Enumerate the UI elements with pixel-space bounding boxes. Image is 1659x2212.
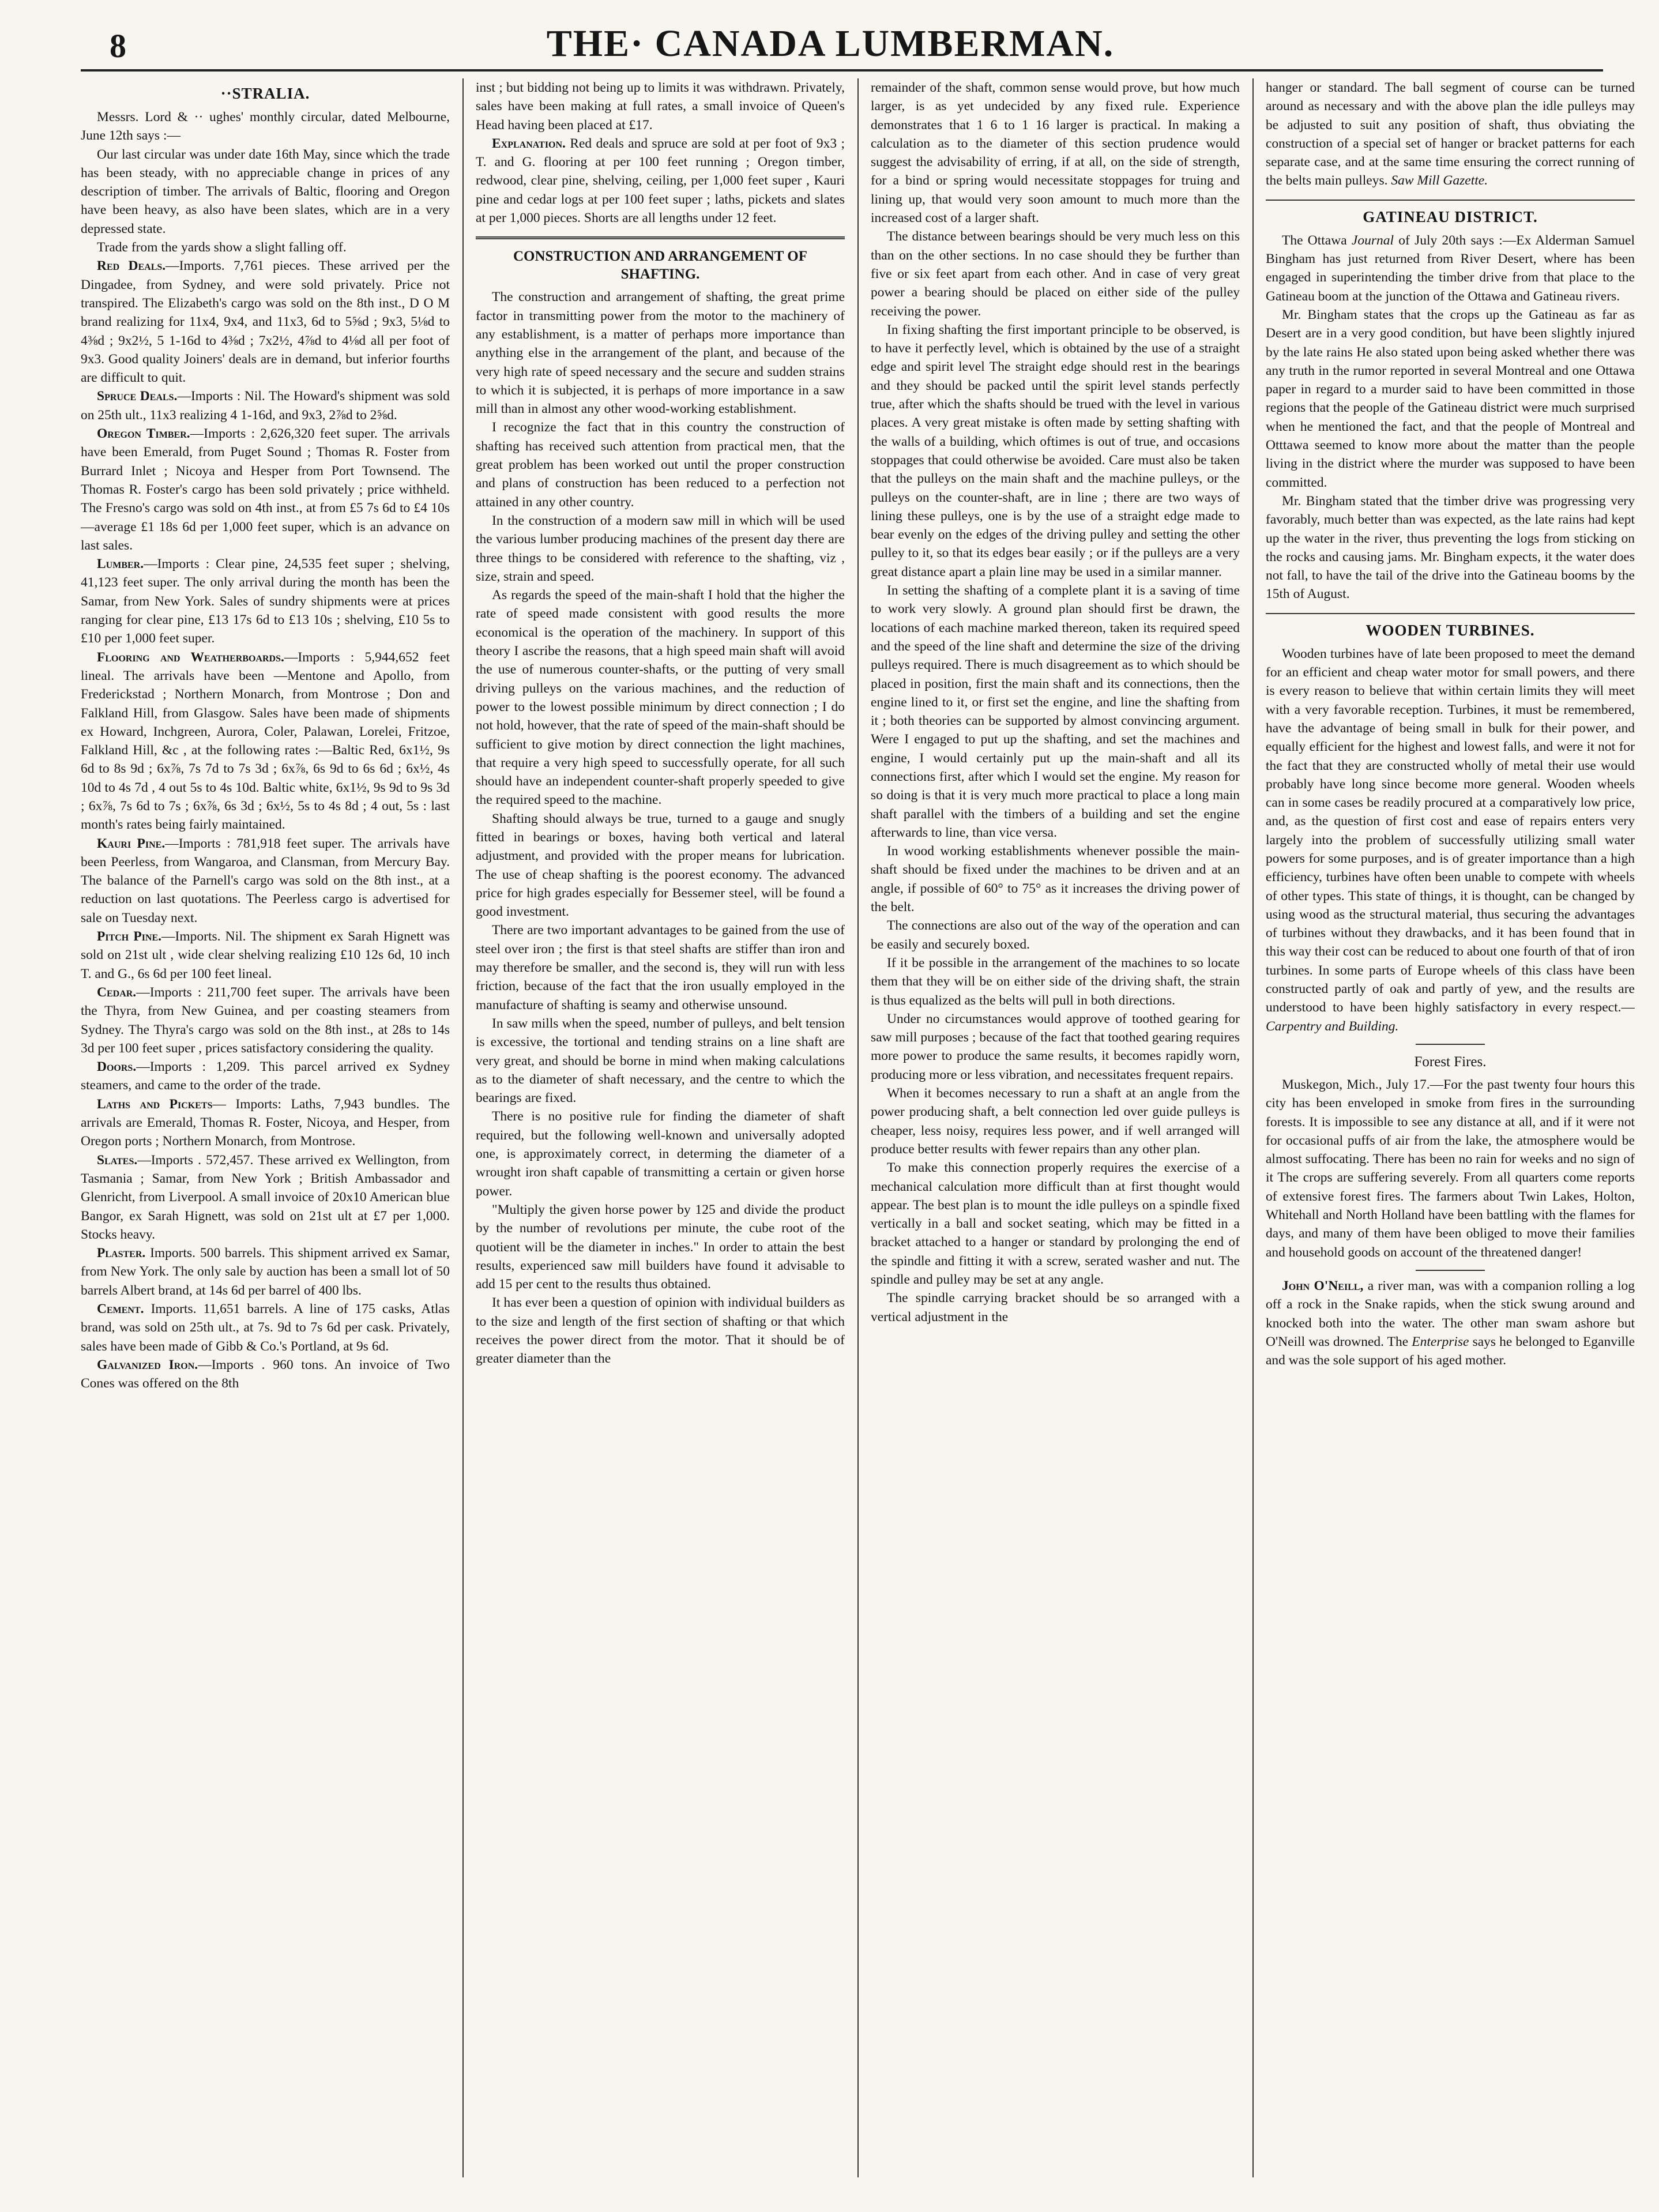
paragraph: Mr. Bingham states that the crops up the Gatineau as far as Desert are in a very good condition, but have been slightly injured by the late rains He also stated upon being asked whether there was any truth in the rumor reported in several Montreal and one Ottawa paper in regard to a murder said to have been committed in those regions that the people of the Gatineau district were much surprised when he mentioned the fact, and that the people of Montreal and Otttawa seemed to know more about the matter than the people living in the district where the murder was supposed to have been committed.: [1266, 307, 1635, 490]
paragraph: [476, 134, 845, 227]
paragraph: Under no circumstances would approve of toothed gearing for saw mill purposes ; because of the fact that toothed gearing requires more power to produce the same results, it becomes rapidly worn, producing more or less vibration, and necessitates frequent repairs.: [871, 1011, 1240, 1082]
section-separator: [1266, 200, 1635, 201]
item-label: Red Deals.: [97, 258, 166, 274]
item-label: Lumber.: [97, 556, 144, 572]
paragraph: In setting the shafting of a complete plant it is a saving of time to work very slowly. A ground plan should first be drawn, the locations of each machine marked thereon, taken its required speed and the speed of the line shaft and determine the size of the driving pulleys required. There is much disagreement as to which should be placed in position, first the main shaft and its connections, then the engine lined to it, or first set the engine, and line the shafting from it ; both theories can be supported by almost convincing argument. Were I engaged to put up the shafting, and set the machines and engine, I would certainly put up the main-shaft and all its connections first, after which I would set the engine. My reason for so doing is that it is very much more practical to place a long main shaft parallel with the timbers of a building and set the engine afterwards to line, than vice versa.: [871, 583, 1240, 840]
section-separator: [1266, 613, 1635, 614]
paragraph: [81, 983, 450, 1058]
item-text: Imports. 500 barrels. This shipment arrived ex Samar, from New York. The only sale by auction has been a small lot of 50 barrels Albert brand, at 14s 6d per barrel of 400 lbs.: [81, 1246, 450, 1298]
source-credit: Carpentry and Building.: [1266, 1018, 1399, 1034]
item-label: Spruce Deals.: [97, 389, 178, 404]
paragraph: [81, 424, 450, 555]
item-text: —Imports : Nil. The Howard's shipment was sold on 25th ult., 11x3 realizing 4 1-16d, and 9x3, 2⅞d to 2⅝d.: [81, 389, 450, 423]
paragraph: I recognize the fact that in this country the construction of shafting has received such attention from practical men, that the great problem has been worked out until the proper construction and plans of construction has been reduced to a perfection not attained in any other country.: [476, 420, 845, 510]
paragraph: As regards the speed of the main-shaft I hold that the higher the rate of speed made consistent with good results the more economical is the operation of the machinery. In support of this theory I ascribe the reasons, that a high speed main shaft will avoid the use of numerous counter-shafts, or the putting of very small driving pulleys on the various machines, and the reduction of power to the lowest possible minimum by direct connection ; I do not hold, however, that the rate of speed of the main-shaft should be sufficient to give motion by direct connection the light machines, that require a very high speed to successfully operate, for all such should have an independent counter-shaft properly speeded to give the required speed to the machine.: [476, 588, 845, 808]
item-text: —Imports . 960 tons. An invoice of Two Cones was offered on the 8th: [81, 1357, 450, 1391]
paragraph: In wood working establishments whenever possible the main-shaft should be fixed under the machines to be driven and at an angle, if possible of 60° to 75° as it increases the driving power of the belt.: [871, 844, 1240, 915]
paragraph: In the construction of a modern saw mill in which will be used the various lumber producing machines of the present day there are three things to be considered with reference to the shafting, viz , size, strain and speed.: [476, 513, 845, 584]
item-text: Imports. 11,651 barrels. A line of 175 casks, Atlas brand, was sold on 25th ult., at 7s. 9d to 7s 6d per cask. Privately, sales have been made of Gibb & Co.'s Portland, at 9s 6d.: [81, 1301, 450, 1354]
newspaper-page: [23, 14, 1638, 2205]
column-divider: [1252, 78, 1254, 2177]
masthead-title: THE· CANADA LUMBERMAN.: [546, 22, 1115, 65]
paragraph: Shafting should always be true, turned to a gauge and snugly fitted in bearings or boxes, having both vertical and lateral adjustment, and provided with the proper means for lubrication. The use of cheap shafting is the poorest economy. The advanced price for high grades especially for Bessemer steel, will be found a good investment.: [476, 811, 845, 920]
item-label: Explanation.: [492, 136, 566, 151]
paragraph: [81, 1300, 450, 1356]
article-heading-turbines: WOODEN TURBINES.: [1365, 621, 1535, 639]
column-4: [1266, 78, 1635, 2177]
publication-name: Enterprise: [1412, 1334, 1469, 1349]
paragraph: [81, 927, 450, 983]
paragraph: In saw mills when the speed, number of pulleys, and belt tension is excessive, the tortional and tending strains on a line shaft are very great, and should be borne in mind when making calculations as to the diameter of shaft necessary, and the centre to which the bearings are fixed.: [476, 1015, 845, 1106]
paragraph: In fixing shafting the first important principle to be observed, is to have it perfectly level, which is obtained by the use of a straight edge and spirit level The straight edge should rest in the bearings and they should be packed until the spirit level stands perfectly true, after which the shafts should be trued with the level in various places. A very great mistake is often made by setting shafting with the walls of a building, which oftimes is out of true, and occasions stoppages that could otherwise be avoided. Care must also be taken that the pulleys on the main shaft and the machine pulleys, or the pulleys on the counter-shaft, are in line ; there are two ways of lining these pulleys, one is by the use of a straight edge made to bear evenly on the edges of the driving pulley and setting the other pulley to it, so that its edges bear easily ; or if the pulleys are a very great distance apart a plain line may be used in a similar manner.: [871, 322, 1240, 580]
paragraph: inst ; but bidding not being up to limits it was withdrawn. Privately, sales have been making at full rates, a small invoice of Queen's Head having been placed at £17.: [476, 80, 845, 133]
item-text: —Imports : 2,626,320 feet super. The arrivals have been Emerald, from Puget Sound ; Thomas R. Foster from Burrard Inlet ; Nicoya and Hesper from Port Townsend. The Thomas R. Foster's cargo has been sold privately ; price withheld. The Fresno's cargo was sold on 4th inst., at from £5 7s 6d to £4 10s—average £1 18s 6d per 1,000 feet super, which is an advance on last sales.: [81, 426, 450, 553]
paragraph: To make this connection properly requires the exercise of a mechanical calculation more difficult than at first thought would appear. The best plan is to mount the idle pulleys on a spindle fixed vertically in a ball and socket seating, which may be fitted in a bracket attached to a hanger or standard by prolonging the end of the spindle and fitting it with a screw, serated washer and nut. The spindle and pulley may be set at any angle.: [871, 1160, 1240, 1287]
paragraph: [81, 1095, 450, 1151]
item-label: Cement.: [97, 1301, 144, 1316]
paragraph: The construction and arrangement of shafting, the great prime factor in transmitting power from the motor to the machinery of any establishment, is a matter of perhaps more importance than anything else in the arrangement of the plant, and because of the very high rate of speed necessary and the secure and sudden strains to which it is subjected, it is perhaps of more importance in a saw mill than in almost any other wood-working establishment.: [476, 289, 845, 417]
paragraph: Trade from the yards show a slight falling off.: [97, 240, 347, 255]
column-divider: [462, 78, 464, 2177]
item-label: Plaster.: [97, 1246, 146, 1261]
publication-name: Journal: [1351, 232, 1394, 248]
item-text: The Ottawa: [1282, 232, 1347, 248]
article-heading-gatineau: GATINEAU DISTRICT.: [1363, 208, 1538, 225]
page-number: 8: [110, 27, 126, 65]
item-text: —Imports : Clear pine, 24,535 feet super ; shelving, 41,123 feet super. The only arrival during the month has been the Samar, from New York. Sales of sundry shipments were at prices ranging for clear pine, £13 17s 6d to £13 10s ; shelving, £10 5s to £10 per 1,000 feet super.: [81, 556, 450, 646]
paragraph: "Multiply the given horse power by 125 and divide the product by the number of revolutions per minute, the cube root of the quotient will be the diameter in inches." In order to attain the best results, experienced saw mill builders have found it advisable to add 15 per cent to the results thus obtained.: [476, 1202, 845, 1292]
paragraph: [81, 555, 450, 648]
column-1: [81, 78, 450, 2177]
paragraph: [81, 1058, 450, 1095]
item-text: —Imports . 572,457. These arrived ex Wellington, from Tasmania ; Samar, from New York ; British Ambassador and Glenricht, from Liverpool. A small invoice of 20x10 American blue Bangor, ex Sarah Hignett, was sold on 21st ult at £7 per 1,000. Stocks heavy.: [81, 1152, 450, 1242]
item-text: of July 20th says :—Ex Alderman Samuel Bingham has just returned from River Desert, where has been engaged in superintending the timber drive from that place to the Gatineau boom at the junction of the Ottawa and Gatineau rivers.: [1266, 232, 1635, 304]
section-separator: [476, 236, 845, 239]
page-header: [23, 14, 1638, 67]
paragraph: [81, 1244, 450, 1300]
item-text: —Imports : 211,700 feet super. The arrivals have been the Thyra, from New Guinea, and per coasting steamers from Sydney. The Thyra's cargo was sold on the 8th inst., at 28s to 14s 3d per 100 feet super , prices satisfactory considering the quality.: [81, 984, 450, 1056]
column-divider: [857, 78, 859, 2177]
article-heading-australia: ··STRALIA.: [220, 85, 310, 102]
item-label: Pitch Pine.: [97, 929, 162, 945]
paragraph: [1266, 1277, 1635, 1370]
item-label: Flooring and Weatherboards.: [97, 649, 284, 665]
item-label: Oregon Timber.: [97, 426, 190, 442]
paragraph: If it be possible in the arrangement of the machines to so locate them that they will be on either side of the driving shaft, the strain is thus equalized as the belts will pull in both directions.: [871, 955, 1240, 1008]
paragraph: Mr. Bingham stated that the timber drive was progressing very favorably, much better than was expected, as the late rains had kept up the water in the river, thus preventing the logs from sticking on the rocks and causing jams. Mr. Bingham expects, it the water does not fall, to have the tail of the drive into the Gatineau booms by the 15th of August.: [1266, 493, 1635, 602]
column-2: [476, 78, 845, 2177]
header-rule: [81, 69, 1603, 72]
paragraph: It has ever been a question of opinion with individual builders as to the size and length of the first section of shafting or that which receives the power direct from the motor. That it should be of greater diameter than the: [476, 1295, 845, 1367]
item-text: —Imports. Nil. The shipment ex Sarah Hignett was sold on 21st ult , wide clear shelving realizing £10 12s 6d, 10 inch T. and G., 6s 6d per 100 feet lineal.: [81, 929, 450, 981]
section-separator: [1416, 1044, 1485, 1045]
source-credit: Saw Mill Gazette.: [1391, 173, 1488, 189]
paragraph: There is no positive rule for finding the diameter of shaft required, but the following well-known and universally adopted one, is approximately correct, in determing the diameter of a wrought iron shaft capable of transmitting a certain or given horse power.: [476, 1109, 845, 1199]
item-text: Red deals and spruce are sold at per foot of 9x3 ; T. and G. flooring at per 100 feet running ; Oregon timber, redwood, clear pine, shelving, ceiling, per 1,000 feet super , Kauri pine and cedar logs at per 100 feet super ; laths, pickets and slates at per 1,000 pieces. Shorts are all lengths under 12 feet.: [476, 136, 845, 226]
item-text: —Imports. 7,761 pieces. These arrived per the Dingadee, from Sydney, and were sold privately. Price not transpired. The Elizabeth's cargo was sold on the 8th inst., D O M brand realizing for 11x4, 9x4, and 11x3, 6d to 5⅝d ; 9x3, 5⅛d to 4⅜d ; 9x2½, 5 1-16d to 4⅜d ; 7x2½, 4⅞d to 4⅛d all per foot of 9x3. Good quality Joiners' deals are in demand, but inferior fourths are difficult to quit.: [81, 258, 450, 386]
item-text: —Imports : 5,944,652 feet lineal. The arrivals have been —Mentone and Apollo, from Frederickstad ; Northern Monarch, from Montrose ; Don and Falkland Hill, from Glasgow. Sales have been made of shipments ex Howard, Inchgreen, Aurora, Coler, Palawan, Lorelei, Fritzoe, Falkland Hill, &c , at the following rates :—Baltic Red, 6x1½, 9s 6d to 8s 9d ; 6x⅞, 7s 7d to 7s 3d ; 6x⅞, 6s 9d to 6s 6d ; 6x½, 4s 10d to 4s 7d , 4 out 5s to 4s 10d. Baltic white, 6x1½, 9s 9d to 9s 3d ; 6x⅞, 7s 6d to 7s ; 6x⅞, 6s 3d ; 6x½, 5s to 4s 8d ; 4 out, 5s : last month's rates being fairly maintained.: [81, 649, 450, 833]
article-heading-shafting: CONSTRUCTION AND ARRANGEMENT OF SHAFTING.: [513, 249, 807, 283]
item-text: says he belonged to Eganville and was the sole support of his aged mother.: [1266, 1334, 1635, 1368]
item-label: Laths and Pickets: [97, 1096, 213, 1112]
column-3: [871, 78, 1240, 2177]
paragraph: remainder of the shaft, common sense would prove, but how much larger, is as yet undecided by any fixed rule. Experience demonstrates that 1 6 to 1 16 larger is practical. In making a calculation as to the diameter of this section prudence would suggest the advisability of erring, if at all, on the side of strength, for a bind or spring would necessitate stoppages for truing and lining up, that would very soon amount to much more than the increased cost of a larger shaft.: [871, 80, 1240, 226]
item-text: Wooden turbines have of late been proposed to meet the demand for an efficient and cheap water motor for small powers, and there is every reason to believe that within certain limits they will meet with a very favorable reception. Turbines, it must be remembered, have the advantage of being small in bulk for their power, and equally efficient for the highest and lowest falls, and were it not for the fact that they are constructed wholly of metal their use would probably have long since become more general. Wooden wheels can in some cases be readily procured at a comparatively low price, and, as the question of first cost and ease of repairs enters very largely into the problem of successfully utilizing small water powers for some purposes, and is of greater importance than a high efficiency, turbines have often been unable to compete with wheels of other types. This state of things, it is thought, can be changed by using wood as the structural material, thus securing the advantages of turbines without they drawbacks, and it has been found that in this way their cost can be reduced to about one fourth of that of iron turbines. In some parts of Europe wheels of this class have been constructed partly of oak and partly of yew, and the results are understood to have been highly satisfactory in every respect.—: [1266, 646, 1635, 1015]
paragraph: [81, 834, 450, 927]
section-separator: [1416, 1270, 1485, 1271]
item-text: —Imports : 1,209. This parcel arrived ex Sydney steamers, and came to the order of the trade.: [81, 1059, 450, 1093]
paragraph: [1266, 645, 1635, 1036]
article-heading-forest-fires: Forest Fires.: [1414, 1054, 1487, 1070]
item-label: Slates.: [97, 1152, 138, 1168]
paragraph: [81, 257, 450, 387]
paragraph: Messrs. Lord & ·· ughes' monthly circular, dated Melbourne, June 12th says :—: [81, 110, 450, 144]
paragraph: [81, 1356, 450, 1393]
item-label: Cedar.: [97, 984, 137, 1000]
item-text: — Imports: Laths, 7,943 bundles. The arrivals are Emerald, Thomas R. Foster, Nicoya, and Hesper, from Oregon ports ; Northern Monarch, from Montrose.: [81, 1096, 450, 1149]
paragraph: There are two important advantages to be gained from the use of steel over iron ; the first is that steel shafts are stiffer than iron and may therefore be smaller, and the second is, they will run with less friction, because of the fact that the iron usually employed in the manufacture of shafting is seamy and otherwise unsound.: [476, 923, 845, 1013]
paragraph: The distance between bearings should be very much less on this than on the other sections. In no case should they be further than five or six feet apart from each other. And in case of very great power a bearing should be placed on either side of the pulley receiving the power.: [871, 229, 1240, 319]
paragraph: Our last circular was under date 16th May, since which the trade has been steady, with no appreciable change in prices of any description of timber. The arrivals of Baltic, flooring and Oregon have been heavy, as also have been slates, which are in a very depressed state.: [81, 146, 450, 236]
paragraph: [1266, 78, 1635, 190]
item-label: Kauri Pine.: [97, 836, 165, 851]
item-text: a river man, was with a companion rolling a log off a rock in the Snake rapids, when the stick swung around and knocked both into the water. The other man swam ashore but O'Neill was drowned. The: [1266, 1278, 1635, 1349]
paragraph: The spindle carrying bracket should be so arranged with a vertical adjustment in the: [871, 1291, 1240, 1325]
paragraph: When it becomes necessary to run a shaft at an angle from the power producing shaft, a belt connection led over guide pulleys is cheaper, less noisy, requires less power, and if well arranged will produce better results with fewer repairs than any other plan.: [871, 1086, 1240, 1157]
paragraph: The connections are also out of the way of the operation and can be easily and securely boxed.: [871, 918, 1240, 952]
paragraph: [1266, 231, 1635, 306]
paragraph: Muskegon, Mich., July 17.—For the past twenty four hours this city has been enveloped in smoke from fires in the surrounding forests. It is impossible to see any distance at all, and if it were not for occasional puffs of air from the lake, the atmosphere would be almost suffocating. There has been no rain for weeks and no sign of it The crops are suffering severely. From all quarters come reports of extensive forest fires. The farmers about Twin Lakes, Holton, Whitehall and North Holland have been battling with the flames for days, and many of them have been obliged to move their families and household goods on account of the threatened danger!: [1266, 1077, 1635, 1260]
item-text: hanger or standard. The ball segment of course can be turned around as necessary and with the above plan the idle pulleys may be adjusted to suit any position of shaft, thus obviating the construction of a special set of hanger or bracket patterns for each separate case, and at the same time ensuring the correct running of the belts main pulleys.: [1266, 80, 1635, 189]
item-label: Doors.: [97, 1059, 137, 1075]
item-label: John O'Neill,: [1282, 1278, 1364, 1293]
paragraph: [81, 648, 450, 834]
paragraph: [81, 387, 450, 424]
paragraph: [81, 1151, 450, 1244]
item-text: —Imports : 781,918 feet super. The arrivals have been Peerless, from Wangaroa, and Clansman, from Mercury Bay. The balance of the Parnell's cargo was sold on the 8th inst., at a reduction on last quotations. The Peerless cargo is advertised for sale on Tuesday next.: [81, 836, 450, 926]
item-label: Galvanized Iron.: [97, 1357, 198, 1372]
